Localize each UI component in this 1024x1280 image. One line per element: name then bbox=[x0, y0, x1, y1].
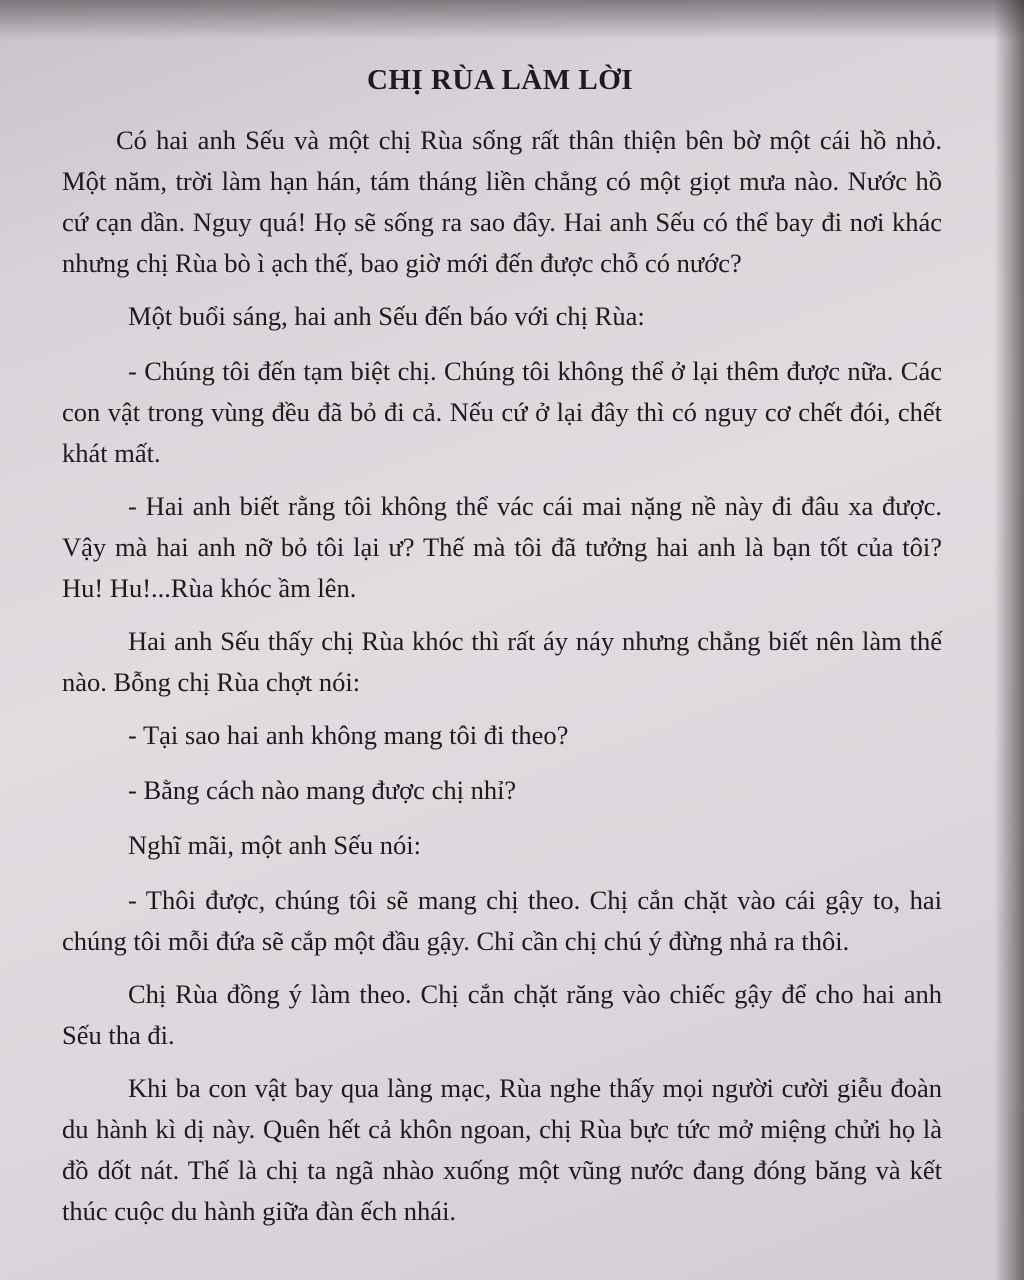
story-body bbox=[62, 120, 942, 1244]
dialogue-stork-plan: - Thôi được, chúng tôi sẽ mang chị theo. Chị cắn chặt vào cái gậy to, hai chúng tôi mỗi đứa sẽ cắp một đầu gậy. Chỉ cần chị chú ý đừng nhả ra thôi. bbox=[62, 885, 942, 956]
paragraph-morning: Một buổi sáng, hai anh Sếu đến báo với chị Rùa: bbox=[128, 301, 645, 331]
dialogue-storks-farewell: - Chúng tôi đến tạm biệt chị. Chúng tôi không thể ở lại thêm được nữa. Các con vật trong vùng đều đã bỏ đi cả. Nếu cứ ở lại đây thì có nguy cơ chết đói, chết khát mất. bbox=[62, 356, 942, 468]
photo-shadow-top bbox=[0, 0, 1024, 40]
story-title: CHỊ RÙA LÀM LỜI bbox=[366, 64, 634, 96]
dialogue-turtle-asks: - Tại sao hai anh không mang tôi đi theo? bbox=[128, 720, 569, 750]
paragraph-stork-thinks: Nghĩ mãi, một anh Sếu nói: bbox=[128, 830, 421, 860]
paragraph-ending: Khi ba con vật bay qua làng mạc, Rùa nghe thấy mọi người cười giễu đoàn du hành kì dị này. Quên hết cả khôn ngoan, chị Rùa bực tức mở miệng chửi họ là đồ dốt nát. Thế là chị ta ngã nhào xuống một vũng nước đang đóng băng và kết thúc cuộc du hành giữa đàn ếch nhái. bbox=[62, 1073, 942, 1226]
dialogue-turtle-cries: - Hai anh biết rằng tôi không thể vác cái mai nặng nề này đi đâu xa được. Vậy mà hai anh nỡ bỏ tôi lại ư? Thế mà tôi đã tưởng hai anh là bạn tốt của tôi? Hu! Hu!...Rùa khóc ầm lên. bbox=[62, 491, 942, 603]
paragraph-storks-worried: Hai anh Sếu thấy chị Rùa khóc thì rất áy náy nhưng chẳng biết nên làm thế nào. Bỗng chị Rùa chợt nói: bbox=[62, 626, 942, 697]
paragraph-intro: Có hai anh Sếu và một chị Rùa sống rất thân thiện bên bờ một cái hồ nhỏ. Một năm, trời làm hạn hán, tám tháng liền chẳng có một giọt mưa nào. Nước hồ cứ cạn dần. Nguy quá! Họ sẽ sống ra sao đây. Hai anh Sếu có thể bay đi nơi khác nhưng chị Rùa bò ì ạch thế, bao giờ mới đến được chỗ có nước? bbox=[62, 125, 942, 278]
dialogue-stork-asks: - Bằng cách nào mang được chị nhỉ? bbox=[128, 775, 517, 805]
photo-shadow-right bbox=[994, 0, 1024, 1280]
paragraph-turtle-agrees: Chị Rùa đồng ý làm theo. Chị cắn chặt răng vào chiếc gậy để cho hai anh Sếu tha đi. bbox=[62, 979, 942, 1050]
